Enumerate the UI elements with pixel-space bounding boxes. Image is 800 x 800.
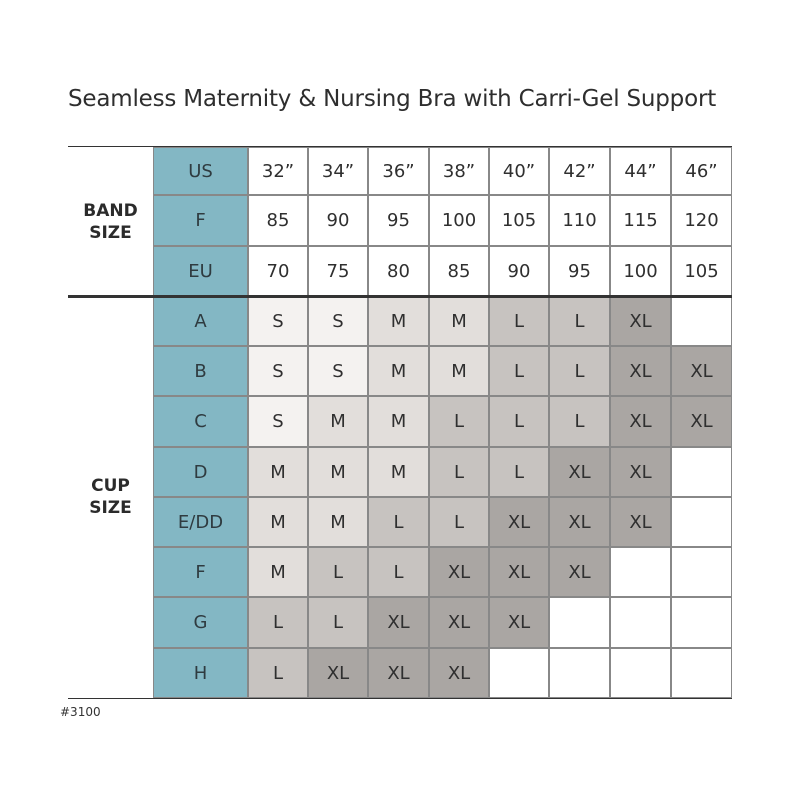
band-size-cell: 80 xyxy=(368,246,429,296)
size-cell: L xyxy=(489,396,549,447)
size-cell: L xyxy=(308,547,368,597)
band-row-label: EU xyxy=(153,246,248,296)
band-size-cell: 70 xyxy=(248,246,308,296)
band-size-cell: 85 xyxy=(248,195,308,246)
size-cell: XL xyxy=(671,396,732,447)
size-cell: M xyxy=(308,396,368,447)
cup-row-label: E/DD xyxy=(153,497,248,547)
size-cell: XL xyxy=(549,497,610,547)
band-size-cell: 32” xyxy=(248,147,308,195)
band-size-cell: 95 xyxy=(368,195,429,246)
size-cell: M xyxy=(248,497,308,547)
size-cell: L xyxy=(248,597,308,648)
size-cell: XL xyxy=(610,396,671,447)
band-size-cell: 120 xyxy=(671,195,732,246)
size-cell: XL xyxy=(610,296,671,346)
band-size-cell: 105 xyxy=(671,246,732,296)
size-cell xyxy=(549,648,610,698)
size-cell: L xyxy=(308,597,368,648)
size-cell: S xyxy=(308,296,368,346)
size-cell: L xyxy=(368,547,429,597)
band-cup-divider xyxy=(68,295,732,298)
band-size-cell: 95 xyxy=(549,246,610,296)
size-cell: L xyxy=(248,648,308,698)
band-size-cell: 100 xyxy=(610,246,671,296)
band-size-cell: 85 xyxy=(429,246,489,296)
cup-row-label: A xyxy=(153,296,248,346)
size-cell: M xyxy=(368,396,429,447)
size-cell: L xyxy=(549,296,610,346)
band-size-cell: 36” xyxy=(368,147,429,195)
cup-row-label: H xyxy=(153,648,248,698)
size-cell: XL xyxy=(671,346,732,396)
size-cell: L xyxy=(429,497,489,547)
size-cell: XL xyxy=(489,547,549,597)
band-size-label: BAND SIZE xyxy=(83,200,138,243)
size-cell: XL xyxy=(610,447,671,497)
size-cell: M xyxy=(368,296,429,346)
size-cell xyxy=(671,296,732,346)
band-size-cell: 105 xyxy=(489,195,549,246)
size-cell xyxy=(549,597,610,648)
size-cell xyxy=(671,648,732,698)
size-cell: S xyxy=(248,296,308,346)
cup-size-label: CUP SIZE xyxy=(89,476,132,518)
size-cell: M xyxy=(248,447,308,497)
band-size-cell: 46” xyxy=(671,147,732,195)
size-cell: L xyxy=(489,447,549,497)
size-cell: XL xyxy=(429,547,489,597)
size-cell: L xyxy=(368,497,429,547)
size-cell: XL xyxy=(429,648,489,698)
size-cell xyxy=(671,447,732,497)
band-size-cell: 90 xyxy=(308,195,368,246)
size-cell: S xyxy=(248,396,308,447)
size-cell xyxy=(671,547,732,597)
size-cell: L xyxy=(549,396,610,447)
size-cell xyxy=(671,597,732,648)
cup-row-label: C xyxy=(153,396,248,447)
cup-row-label: B xyxy=(153,346,248,396)
bottom-rule xyxy=(68,698,732,699)
band-row-label: F xyxy=(153,195,248,246)
cup-row-label: D xyxy=(153,447,248,497)
size-cell: M xyxy=(429,296,489,346)
size-cell: M xyxy=(248,547,308,597)
size-cell: L xyxy=(489,296,549,346)
size-cell: M xyxy=(368,447,429,497)
band-size-cell: 38” xyxy=(429,147,489,195)
size-cell: S xyxy=(308,346,368,396)
band-size-cell: 100 xyxy=(429,195,489,246)
size-cell xyxy=(610,547,671,597)
band-size-cell: 44” xyxy=(610,147,671,195)
size-cell: XL xyxy=(549,447,610,497)
size-cell: XL xyxy=(610,497,671,547)
size-cell: L xyxy=(429,396,489,447)
top-rule xyxy=(68,146,732,147)
band-size-cell: 115 xyxy=(610,195,671,246)
cup-row-label: F xyxy=(153,547,248,597)
band-size-cell: 34” xyxy=(308,147,368,195)
size-cell: XL xyxy=(549,547,610,597)
size-cell xyxy=(610,648,671,698)
band-size-cell: 110 xyxy=(549,195,610,246)
size-cell xyxy=(610,597,671,648)
size-cell: XL xyxy=(489,497,549,547)
size-cell xyxy=(671,497,732,547)
size-cell: XL xyxy=(489,597,549,648)
size-cell xyxy=(489,648,549,698)
band-size-cell: 42” xyxy=(549,147,610,195)
size-cell: M xyxy=(308,447,368,497)
size-cell: XL xyxy=(610,346,671,396)
size-cell: S xyxy=(248,346,308,396)
size-cell: M xyxy=(308,497,368,547)
product-code: #3100 xyxy=(60,705,101,719)
size-cell: L xyxy=(489,346,549,396)
size-cell: XL xyxy=(429,597,489,648)
size-cell: XL xyxy=(308,648,368,698)
page-title: Seamless Maternity & Nursing Bra with Carri-Gel Support xyxy=(68,86,717,112)
band-size-cell: 90 xyxy=(489,246,549,296)
size-cell: XL xyxy=(368,648,429,698)
cup-row-label: G xyxy=(153,597,248,648)
band-row-label: US xyxy=(153,147,248,195)
band-size-cell: 40” xyxy=(489,147,549,195)
band-size-cell: 75 xyxy=(308,246,368,296)
size-cell: L xyxy=(549,346,610,396)
size-cell: M xyxy=(368,346,429,396)
size-cell: M xyxy=(429,346,489,396)
size-cell: L xyxy=(429,447,489,497)
size-cell: XL xyxy=(368,597,429,648)
